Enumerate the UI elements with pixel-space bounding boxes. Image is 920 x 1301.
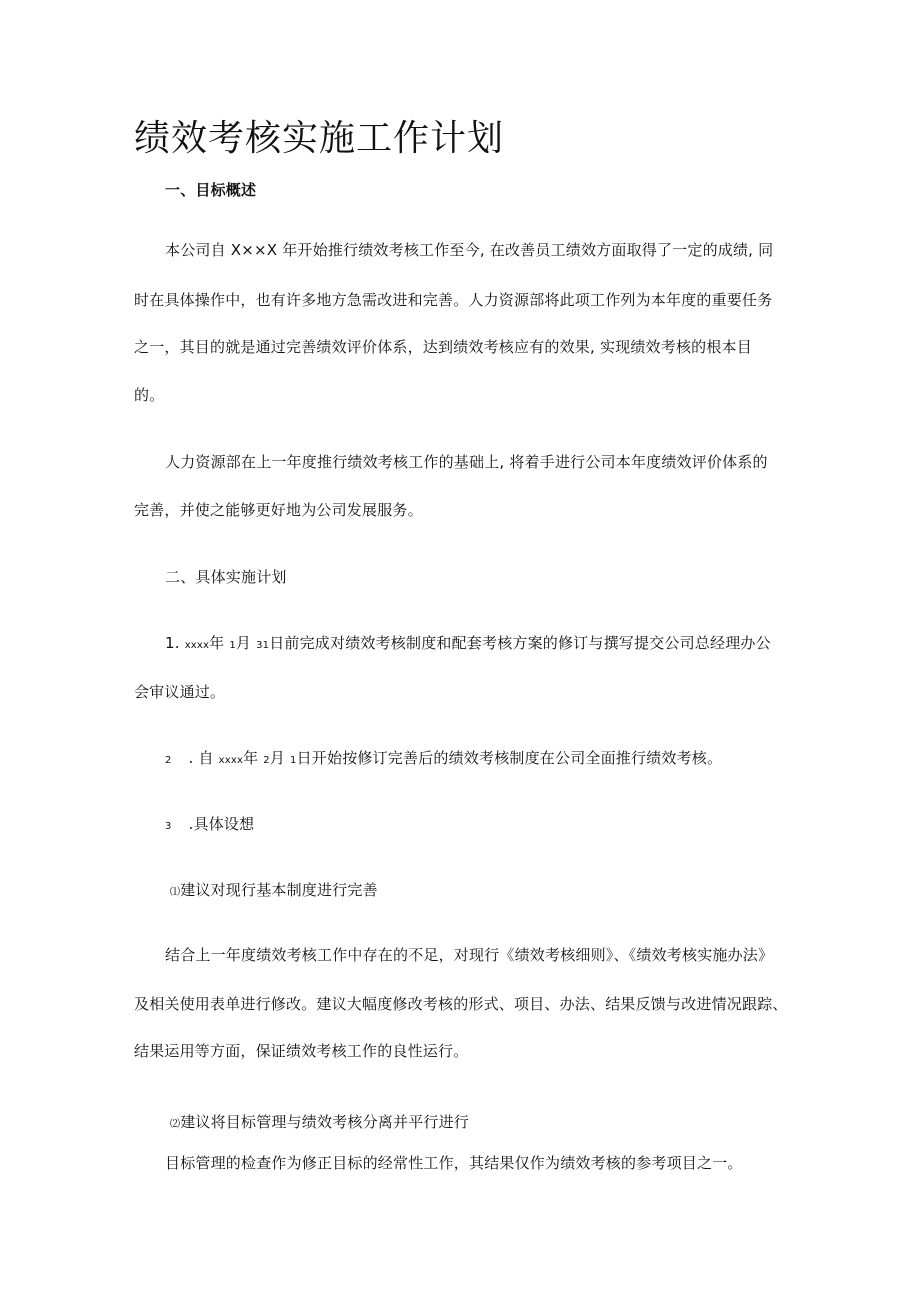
sub-heading-2 [170,1112,469,1135]
item-number: 3 [165,821,172,832]
item-text: 日开始按修订完善后的绩效考核制度在公司全面推行绩效考核。 [296,749,723,767]
section-heading-goal-overview: 一、目标概述 [165,181,257,199]
item-text: .具体设想 [188,815,255,833]
month-value: 1 [229,640,236,651]
paragraph-line: 会审议通过。 [134,683,226,701]
paragraph-line: 目标管理的检查作为修正目标的经常性工作，其结果仅作为绩效考核的参考项目之一。 [165,1154,743,1172]
paragraph-line: 之一，其目的就是通过完善绩效评价体系，达到绩效考核应有的效果, 实现绩效考核的根本目 [134,338,752,356]
item-text: 年 [243,749,259,767]
paragraph-line: 本公司自 X××X 年开始推行绩效考核工作至今, 在改善员工绩效方面取得了一定的成绩, 同 [165,241,774,259]
sub-mark: ⑴ [170,887,181,898]
paragraph-line: 人力资源部在上一年度推行绩效考核工作的基础上, 将着手进行公司本年度绩效评价体系的 [165,453,768,471]
plan-item-1 [165,633,771,656]
paragraph-line: 的。 [134,386,165,404]
item-number: 2 [165,755,172,766]
sub-heading-1 [170,880,378,903]
item-text: 日前完成对绩效考核制度和配套考核方案的修订与撰写提交公司总经理办公 [269,634,771,652]
year-placeholder: xxxx [184,640,210,651]
item-text: 年 [209,634,225,652]
day-value: 1 [290,755,297,766]
item-text: 月 [269,749,286,767]
paragraph-line: 结果运用等方面，保证绩效考核工作的良性运行。 [134,1042,469,1060]
sub-mark: ⑵ [170,1119,181,1130]
item-text: . 自 [188,749,214,767]
year-placeholder: xxxx [218,755,244,766]
section-heading-implementation-plan: 二、具体实施计划 [165,568,287,586]
paragraph-line: 及相关使用表单进行修改。建议大幅度修改考核的形式、项目、办法、结果反馈与改进情况跟踪、 [134,995,788,1013]
paragraph-line: 结合上一年度绩效考核工作中存在的不足，对现行《绩效考核细则》、《绩效考核实施办法》 [165,946,774,964]
paragraph-line: 时在具体操作中，也有许多地方急需改进和完善。人力资源部将此项工作列为本年度的重要任务 [134,291,773,309]
month-value: 2 [263,755,270,766]
day-value: 31 [256,640,270,651]
sub-heading-text: 建议对现行基本制度进行完善 [180,881,378,899]
plan-item-3 [165,814,254,837]
plan-item-2 [165,748,722,771]
item-text: 月 [235,634,252,652]
item-number: 1. [165,634,180,652]
sub-heading-text: 建议将目标管理与绩效考核分离并平行进行 [180,1113,470,1131]
paragraph-line: 完善，并使之能够更好地为公司发展服务。 [134,501,423,519]
document-title: 绩效考核实施工作计划 [134,118,505,159]
